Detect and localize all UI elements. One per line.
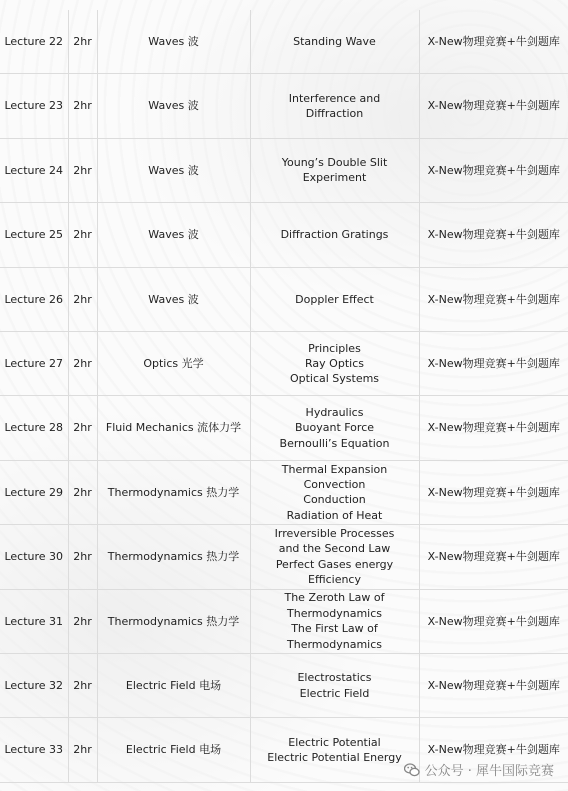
- details-cell: [250, 396, 419, 460]
- source-cell: X-New物理竞赛+牛剑题库: [419, 525, 568, 589]
- lecture-cell: Lecture 24: [0, 138, 68, 202]
- details-cell: [250, 138, 419, 202]
- table-row: [0, 525, 568, 589]
- detail-line: Standing Wave: [293, 34, 376, 48]
- table-row: [0, 460, 568, 524]
- duration-cell: 2hr: [68, 653, 97, 717]
- duration-cell: 2hr: [68, 460, 97, 524]
- detail-line: Convection: [303, 478, 366, 492]
- duration-cell: 2hr: [68, 718, 97, 782]
- table-row: [0, 74, 568, 138]
- topic-cell: Waves 波: [97, 74, 250, 138]
- detail-line: Electric Potential Energy: [267, 750, 402, 764]
- details-cell: [250, 10, 419, 74]
- lecture-cell: Lecture 26: [0, 267, 68, 331]
- wechat-icon: [404, 763, 420, 777]
- details-cell: [250, 525, 419, 589]
- detail-line: Electric Potential: [288, 735, 381, 749]
- table-row: [0, 203, 568, 267]
- watermark-text: 公众号 · 犀牛国际竞赛: [424, 764, 554, 779]
- lecture-cell: Lecture 23: [0, 74, 68, 138]
- detail-line: Bernoulli’s Equation: [279, 436, 390, 450]
- details-cell: [250, 74, 419, 138]
- details-cell: [250, 331, 419, 395]
- table-row: [0, 138, 568, 202]
- table-row: [0, 589, 568, 653]
- detail-line: Diffraction: [305, 107, 364, 121]
- duration-cell: 2hr: [68, 203, 97, 267]
- detail-line: Hydraulics: [305, 405, 364, 419]
- topic-cell: Waves 波: [97, 267, 250, 331]
- lecture-cell: Lecture 32: [0, 653, 68, 717]
- detail-line: Ray Optics: [305, 356, 364, 370]
- detail-line: Diffraction Gratings: [280, 228, 389, 242]
- lecture-cell: Lecture 22: [0, 10, 68, 74]
- topic-cell: Waves 波: [97, 203, 250, 267]
- lecture-cell: Lecture 25: [0, 203, 68, 267]
- detail-line: Interference and: [288, 91, 381, 105]
- table-row: [0, 331, 568, 395]
- table-body: [0, 10, 568, 782]
- duration-cell: 2hr: [68, 525, 97, 589]
- detail-line: Thermodynamics: [287, 606, 382, 620]
- source-cell: X-New物理竞赛+牛剑题库: [419, 267, 568, 331]
- source-cell: X-New物理竞赛+牛剑题库: [419, 653, 568, 717]
- table-row: [0, 653, 568, 717]
- source-cell: X-New物理竞赛+牛剑题库: [419, 10, 568, 74]
- detail-line: Conduction: [303, 493, 366, 507]
- details-cell: [250, 203, 419, 267]
- detail-line: Electrostatics: [297, 671, 372, 685]
- detail-line: Doppler Effect: [295, 292, 374, 306]
- detail-line: Thermal Expansion: [281, 462, 388, 476]
- lecture-cell: Lecture 28: [0, 396, 68, 460]
- detail-line: Young’s Double Slit: [281, 156, 388, 170]
- lecture-cell: Lecture 30: [0, 525, 68, 589]
- source-cell: X-New物理竞赛+牛剑题库: [419, 74, 568, 138]
- table-row: [0, 10, 568, 74]
- source-cell: X-New物理竞赛+牛剑题库: [419, 589, 568, 653]
- lecture-cell: Lecture 27: [0, 331, 68, 395]
- topic-cell: Optics 光学: [97, 331, 250, 395]
- source-cell: X-New物理竞赛+牛剑题库: [419, 460, 568, 524]
- lecture-cell: Lecture 31: [0, 589, 68, 653]
- source-cell: X-New物理竞赛+牛剑题库: [419, 396, 568, 460]
- source-cell: X-New物理竞赛+牛剑题库: [419, 718, 568, 782]
- detail-line: The First Law of: [291, 622, 378, 636]
- details-cell: [250, 589, 419, 653]
- topic-cell: Waves 波: [97, 10, 250, 74]
- lecture-cell: Lecture 29: [0, 460, 68, 524]
- source-cell: X-New物理竞赛+牛剑题库: [419, 203, 568, 267]
- table-row: [0, 396, 568, 460]
- detail-line: and the Second Law: [278, 542, 391, 556]
- duration-cell: 2hr: [68, 331, 97, 395]
- topic-cell: Thermodynamics 热力学: [97, 460, 250, 524]
- detail-line: Buoyant Force: [294, 421, 375, 435]
- detail-line: Principles: [308, 341, 361, 355]
- details-cell: [250, 460, 419, 524]
- watermark: [404, 760, 554, 779]
- detail-line: Thermodynamics: [287, 637, 382, 651]
- topic-cell: Electric Field 电场: [97, 653, 250, 717]
- duration-cell: 2hr: [68, 396, 97, 460]
- detail-line: Irreversible Processes: [274, 527, 395, 540]
- detail-line: Perfect Gases energy: [275, 557, 394, 571]
- duration-cell: 2hr: [68, 589, 97, 653]
- detail-line: Efficiency: [308, 573, 361, 587]
- detail-line: Optical Systems: [289, 372, 380, 386]
- duration-cell: 2hr: [68, 10, 97, 74]
- topic-cell: Waves 波: [97, 138, 250, 202]
- details-cell: [250, 653, 419, 717]
- topic-cell: Thermodynamics 热力学: [97, 525, 250, 589]
- source-cell: X-New物理竞赛+牛剑题库: [419, 138, 568, 202]
- details-cell: [250, 267, 419, 331]
- detail-line: Radiation of Heat: [286, 508, 383, 522]
- topic-cell: Fluid Mechanics 流体力学: [97, 396, 250, 460]
- duration-cell: 2hr: [68, 74, 97, 138]
- lecture-schedule-table: [0, 10, 568, 783]
- table-row: [0, 267, 568, 331]
- source-cell: X-New物理竞赛+牛剑题库: [419, 331, 568, 395]
- lecture-cell: Lecture 33: [0, 718, 68, 782]
- duration-cell: 2hr: [68, 267, 97, 331]
- details-cell: [250, 718, 419, 782]
- detail-line: Electric Field: [299, 686, 370, 700]
- duration-cell: 2hr: [68, 138, 97, 202]
- topic-cell: Electric Field 电场: [97, 718, 250, 782]
- detail-line: The Zeroth Law of: [284, 591, 385, 605]
- topic-cell: Thermodynamics 热力学: [97, 589, 250, 653]
- detail-line: Experiment: [302, 171, 367, 185]
